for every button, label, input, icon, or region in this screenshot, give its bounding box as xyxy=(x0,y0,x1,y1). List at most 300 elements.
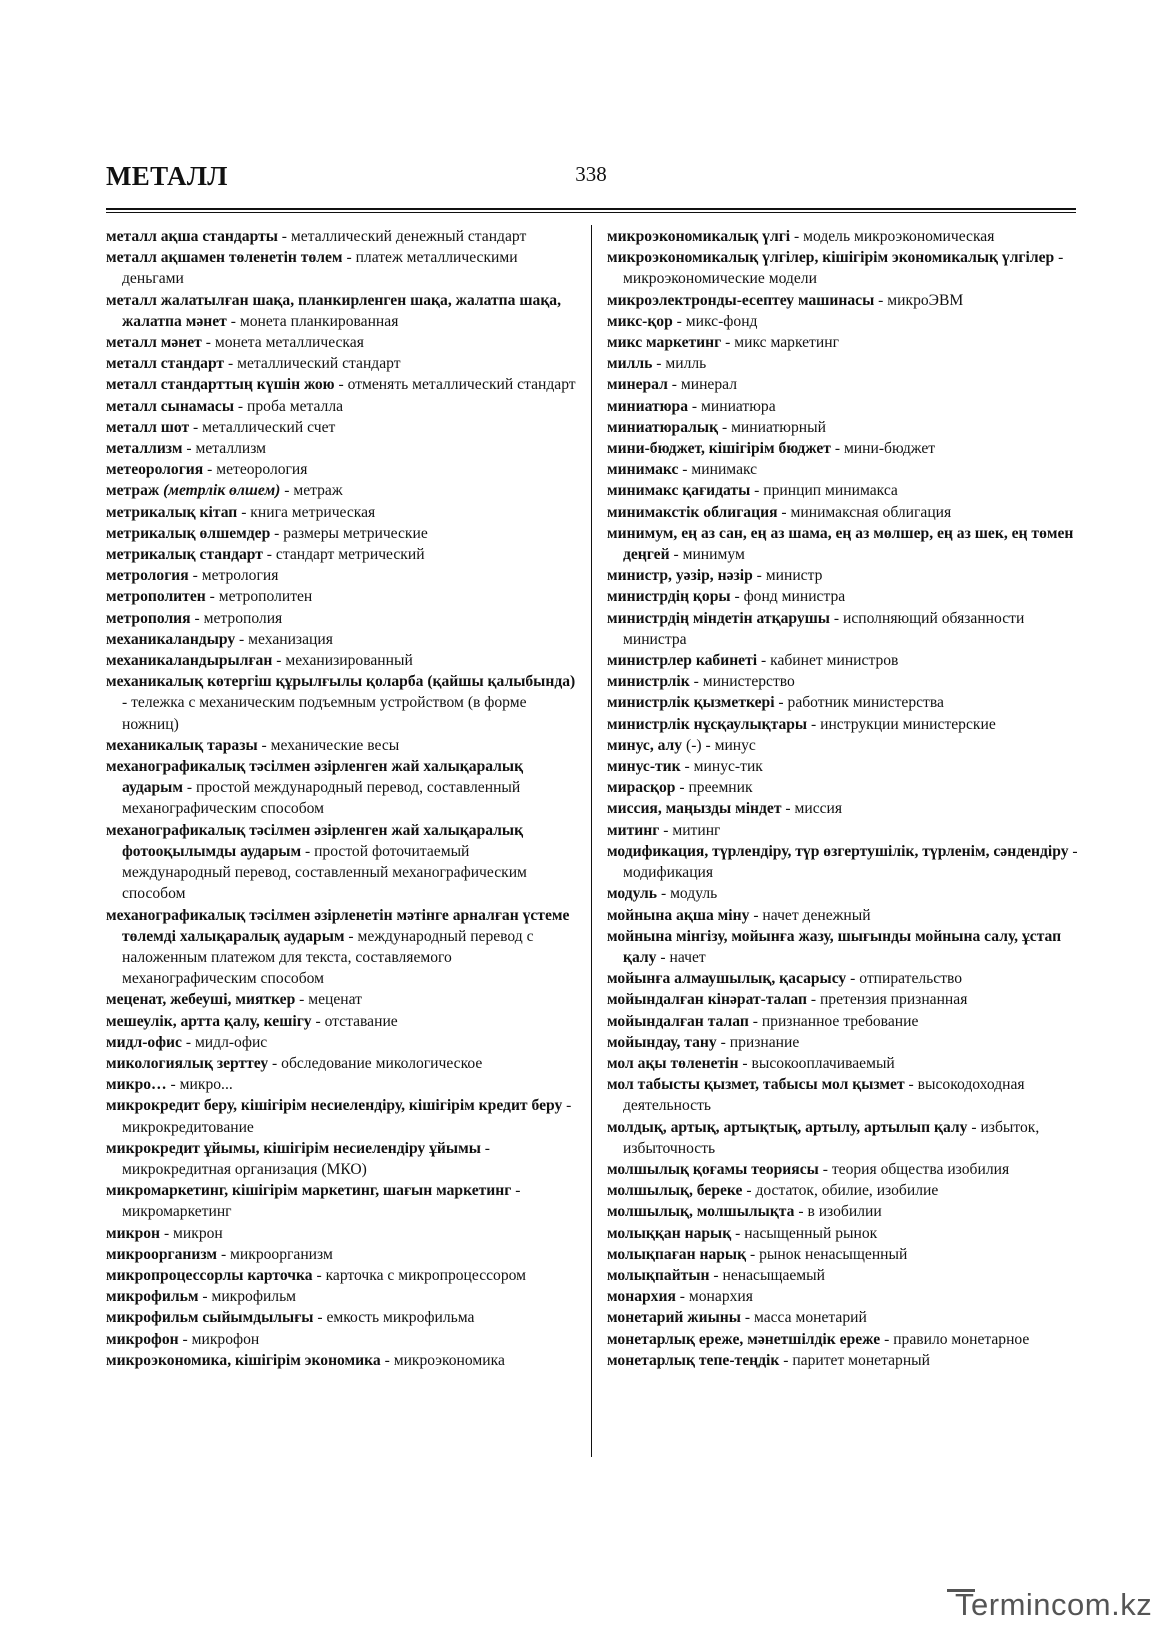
dictionary-entry xyxy=(106,1180,578,1222)
dictionary-entry xyxy=(106,1074,578,1095)
entry-separator: - xyxy=(237,503,251,521)
dictionary-entry xyxy=(607,926,1079,968)
dictionary-entry xyxy=(106,608,578,629)
dictionary-entry xyxy=(607,841,1079,883)
dictionary-entry xyxy=(607,480,1079,501)
entry-definition: тележка с механическим подъемным устройством (в форме ножниц) xyxy=(122,694,527,733)
dictionary-entry xyxy=(607,735,1079,756)
dictionary-entry xyxy=(607,332,1079,353)
entry-separator: - xyxy=(182,440,196,458)
entry-definition: паритет монетарный xyxy=(792,1351,930,1369)
dictionary-entry xyxy=(106,1095,578,1137)
dictionary-entry xyxy=(607,226,1079,247)
entry-term: молшылық қоғамы теориясы xyxy=(607,1160,819,1178)
entry-definition: фонд министра xyxy=(743,588,846,606)
entry-term: миниатюра xyxy=(607,397,689,415)
entry-definition: модуль xyxy=(670,885,718,903)
entry-separator: - xyxy=(226,312,240,330)
dictionary-entry xyxy=(106,565,578,586)
entry-term: министрлік қызметкері xyxy=(607,694,775,712)
entry-term: миссия, маңызды міндет xyxy=(607,800,782,818)
entry-term: механикаландыру xyxy=(106,630,236,648)
entry-separator: - xyxy=(334,376,348,394)
entry-definition: высокооплачиваемый xyxy=(751,1054,895,1072)
entry-definition: микромаркетинг xyxy=(122,1203,232,1221)
entry-separator: - xyxy=(740,1309,754,1327)
entry-term: меценат, жебеуші, мияткер xyxy=(106,991,296,1009)
entry-separator: - xyxy=(752,567,766,585)
entry-term: металл стандарт xyxy=(106,355,225,373)
entry-definition: минимакс xyxy=(691,461,758,479)
entry-separator: - xyxy=(880,1330,894,1348)
entry-separator: - xyxy=(234,397,248,415)
dictionary-entry xyxy=(607,1053,1079,1074)
dictionary-entry xyxy=(607,820,1079,841)
dictionary-entry xyxy=(607,1350,1079,1371)
dictionary-entry xyxy=(607,586,1079,607)
entry-definition: отменять металлический стандарт xyxy=(347,376,576,394)
entry-separator: - xyxy=(313,1309,327,1327)
entry-definition: милль xyxy=(665,355,707,373)
entry-separator: - xyxy=(181,1033,195,1051)
entry-definition: микрофон xyxy=(191,1330,260,1348)
entry-term: мойнына мінгізу, мойынға жазу, шығынды мойнына салу, ұстап қалу xyxy=(607,927,1062,966)
entry-separator: - xyxy=(257,736,271,754)
entry-definition: избыток, избыточность xyxy=(623,1118,1040,1157)
entry-definition: микрокредитная организация (МКО) xyxy=(122,1160,367,1178)
dictionary-entry xyxy=(607,1265,1079,1286)
entry-definition: международный перевод с наложенным платежом для текста, составляемого механографическим способом xyxy=(122,927,534,988)
dictionary-entry xyxy=(607,459,1079,480)
entry-definition: претензия признанная xyxy=(819,991,968,1009)
entry-separator: - xyxy=(562,1097,572,1115)
entry-term: мол табысты қызмет, табысы мол қызмет xyxy=(607,1076,905,1094)
page-number: 338 xyxy=(575,162,607,186)
entry-definition: мини-бюджет xyxy=(843,440,936,458)
entry-term: мойындалған кінәрат-талап xyxy=(607,991,807,1009)
entry-definition: металлический стандарт xyxy=(237,355,401,373)
dictionary-entry xyxy=(106,332,578,353)
entry-separator: - xyxy=(122,694,132,712)
entry-separator: - xyxy=(669,546,683,564)
entry-separator: - xyxy=(757,652,771,670)
entry-term: металл ақшамен төленетін төлем xyxy=(106,249,343,267)
entry-separator: - xyxy=(166,1076,180,1094)
entry-separator: - xyxy=(709,1266,723,1284)
entry-definition: метеорология xyxy=(216,461,308,479)
entry-definition: минус-тик xyxy=(693,758,763,776)
entry-term: министрдің қоры xyxy=(607,588,731,606)
entry-term: мол ақы төленетін xyxy=(607,1054,739,1072)
entry-term: механикалық таразы xyxy=(106,736,258,754)
entry-term: механографикалық тәсілмен әзірленген жай халықаралық аударым xyxy=(106,758,524,797)
entry-term: минимакс xyxy=(607,461,679,479)
dictionary-entry xyxy=(607,1011,1079,1032)
entry-term: министр, уәзір, нәзір xyxy=(607,567,753,585)
entry-separator: - xyxy=(270,524,284,542)
entry-term: монархия xyxy=(607,1288,676,1306)
entry-term: микологиялық зерттеу xyxy=(106,1054,269,1072)
entry-separator: - xyxy=(657,885,671,903)
entry-term: металл жалатылған шақа, планкирленген шақа, жалатпа шақа, жалатпа мәнет xyxy=(106,291,561,330)
entry-separator: - xyxy=(277,228,291,245)
entry-definition: отпирательство xyxy=(859,970,963,988)
dictionary-entry xyxy=(106,1032,578,1053)
entry-definition: модификация xyxy=(623,864,714,882)
entry-definition: правило монетарное xyxy=(893,1330,1030,1348)
entry-definition: мидл-офис xyxy=(194,1033,268,1051)
entry-separator: - xyxy=(160,1224,174,1242)
entry-term: микс-қор xyxy=(607,312,673,330)
entry-definition: монета металлическая xyxy=(214,334,364,352)
entry-separator: - xyxy=(311,1012,325,1030)
dictionary-entry xyxy=(607,417,1079,438)
entry-definition: микроэкономические модели xyxy=(623,270,817,288)
entry-definition: миниатюра xyxy=(701,397,776,415)
entry-separator: - xyxy=(846,970,860,988)
entry-definition: простой фоточитаемый международный перевод, составленный механографическим способом xyxy=(122,842,527,903)
entry-term: микрофон xyxy=(106,1330,179,1348)
entry-definition: модель микроэкономическая xyxy=(803,228,995,245)
entry-term: метрология xyxy=(106,567,189,585)
dictionary-entry xyxy=(607,968,1079,989)
dictionary-entry xyxy=(106,629,578,650)
dictionary-entry xyxy=(106,820,578,905)
dictionary-entry xyxy=(106,735,578,756)
entry-term: мойынға алмаушылық, қасарысу xyxy=(607,970,847,988)
dictionary-entry xyxy=(106,1350,578,1371)
entry-term: мидл-офис xyxy=(106,1033,182,1051)
entry-definition: министерство xyxy=(702,673,795,691)
entry-definition: масса монетарий xyxy=(753,1309,867,1327)
entry-term: метрикалық өлшемдер xyxy=(106,524,271,542)
entry-separator: - xyxy=(1054,249,1064,267)
entry-term: молыққан нарық xyxy=(607,1224,732,1242)
entry-separator: - xyxy=(749,906,763,924)
dictionary-entry xyxy=(106,247,578,289)
dictionary-entry xyxy=(607,1329,1079,1350)
dictionary-entry xyxy=(106,459,578,480)
entry-separator: - xyxy=(730,588,744,606)
entry-term: микро… xyxy=(106,1076,167,1094)
entry-definition: микроорганизм xyxy=(230,1245,333,1263)
right-column xyxy=(607,226,1079,1371)
entry-separator: - xyxy=(342,249,356,267)
entry-definition: начет денежный xyxy=(762,906,871,924)
entry-definition: миниатюрный xyxy=(731,418,826,436)
entry-definition: емкость микрофильма xyxy=(326,1309,475,1327)
entry-term: мойнына ақша міну xyxy=(607,906,750,924)
entry-separator: - xyxy=(748,1012,762,1030)
entry-term: металл сынамасы xyxy=(106,397,235,415)
dictionary-entry xyxy=(106,374,578,395)
entry-term: микс маркетинг xyxy=(607,334,722,352)
entry-term: металл ақша стандарты xyxy=(106,228,278,245)
dictionary-entry xyxy=(106,1244,578,1265)
entry-separator: - xyxy=(189,418,203,436)
entry-separator: - xyxy=(344,927,358,945)
running-head: МЕТАЛЛ xyxy=(106,161,228,191)
entry-term: микроэкономикалық үлгілер, кішігірім экономикалық үлгілер xyxy=(607,249,1055,267)
entry-separator: - xyxy=(742,1182,756,1200)
dictionary-entry xyxy=(106,1138,578,1180)
entry-definition: метраж xyxy=(293,482,343,500)
entry-definition: минерал xyxy=(680,376,737,394)
entry-definition: микро... xyxy=(179,1076,233,1094)
entry-separator: - xyxy=(205,588,219,606)
dictionary-entry xyxy=(106,1286,578,1307)
entry-separator: - xyxy=(731,1224,745,1242)
entry-definition: металлизм xyxy=(195,440,267,458)
dictionary-entry xyxy=(607,523,1079,565)
entry-separator: - xyxy=(874,291,888,309)
entry-definition: микрон xyxy=(173,1224,223,1242)
entry-separator: - xyxy=(680,758,694,776)
dictionary-entry xyxy=(106,417,578,438)
dictionary-entry xyxy=(106,396,578,417)
entry-term: молықпайтын xyxy=(607,1266,710,1284)
dictionary-entry xyxy=(106,1307,578,1328)
entry-term: молшылық, береке xyxy=(607,1182,743,1200)
dictionary-entry xyxy=(607,1244,1079,1265)
entry-term: модуль xyxy=(607,885,658,903)
dictionary-entry xyxy=(106,544,578,565)
entry-definition: инструкции министерские xyxy=(820,715,996,733)
entry-separator: - xyxy=(829,609,843,627)
dictionary-entry xyxy=(106,671,578,735)
entry-definition: микрокредитование xyxy=(122,1118,254,1136)
dictionary-entry xyxy=(106,290,578,332)
entry-definition: преемник xyxy=(688,779,753,797)
entry-definition: миссия xyxy=(794,800,843,818)
dictionary-entry xyxy=(607,905,1079,926)
dictionary-entry xyxy=(106,502,578,523)
dictionary-entry xyxy=(607,989,1079,1010)
entry-separator: - xyxy=(198,1288,212,1306)
entry-definition: микс-фонд xyxy=(685,312,758,330)
entry-definition: в изобилии xyxy=(807,1203,882,1221)
entry-definition: митинг xyxy=(672,821,721,839)
entry-separator: - xyxy=(688,397,702,415)
entry-definition: микроэкономика xyxy=(393,1351,505,1369)
dictionary-entry xyxy=(607,1117,1079,1159)
entry-term: митинг xyxy=(607,821,660,839)
entry-term: министрдің міндетін атқарушы xyxy=(607,609,830,627)
entry-separator: - xyxy=(675,779,689,797)
entry-definition: минимум xyxy=(682,546,745,564)
entry-term: метеорология xyxy=(106,461,204,479)
entry-definition: метрополия xyxy=(203,609,283,627)
entry-separator: - xyxy=(203,461,217,479)
entry-term: металл шот xyxy=(106,418,190,436)
dictionary-entry xyxy=(607,650,1079,671)
entry-separator: (-) - xyxy=(682,736,715,754)
dictionary-entry xyxy=(607,798,1079,819)
dictionary-entry xyxy=(106,586,578,607)
entry-term: монетарий жиыны xyxy=(607,1309,741,1327)
entry-separator: - xyxy=(272,652,286,670)
entry-definition: исполняющий обязанности министра xyxy=(623,609,1025,648)
entry-definition: микрофильм xyxy=(211,1288,297,1306)
entry-definition: метрополитен xyxy=(218,588,313,606)
entry-term: мирасқор xyxy=(607,779,676,797)
entry-separator: - xyxy=(790,228,804,245)
dictionary-entry xyxy=(607,777,1079,798)
entry-definition: кабинет министров xyxy=(770,652,899,670)
entry-term: минерал xyxy=(607,376,668,394)
entry-term: металл стандарттың күшін жою xyxy=(106,376,335,394)
entry-definition: ненасыщаемый xyxy=(722,1266,825,1284)
dictionary-entry xyxy=(607,1223,1079,1244)
entry-separator: - xyxy=(652,355,666,373)
entry-term: мойындау, тану xyxy=(607,1033,717,1051)
entry-term: микрон xyxy=(106,1224,161,1242)
entry-separator: - xyxy=(480,1139,490,1157)
entry-definition: обследование микологическое xyxy=(281,1054,483,1072)
entry-separator: - xyxy=(818,1160,832,1178)
entry-separator: - xyxy=(188,567,202,585)
dictionary-entry xyxy=(106,226,578,247)
entry-separator: - xyxy=(280,482,294,500)
entry-term: минус, алу xyxy=(607,736,683,754)
entry-separator: - xyxy=(807,715,821,733)
entry-separator: - xyxy=(380,1351,394,1369)
entry-term: металлизм xyxy=(106,440,183,458)
entry-separator: - xyxy=(301,842,315,860)
dictionary-entry xyxy=(607,1074,1079,1116)
entry-separator: - xyxy=(262,546,276,564)
entry-note: (метрлік өлшем) xyxy=(163,482,281,500)
entry-separator: - xyxy=(675,1288,689,1306)
entry-term: минимакс қағидаты xyxy=(607,482,751,500)
header-rule-thin xyxy=(106,212,1076,213)
dictionary-entry xyxy=(607,438,1079,459)
watermark-text: Termincom.kz xyxy=(955,1587,1153,1622)
page-header xyxy=(106,158,1076,208)
entry-definition: книга метрическая xyxy=(250,503,376,521)
entry-separator: - xyxy=(312,1266,326,1284)
entry-term: механикаландырылған xyxy=(106,652,273,670)
entry-definition: признанное требование xyxy=(761,1012,919,1030)
entry-separator: - xyxy=(746,1245,760,1263)
dictionary-entry xyxy=(607,311,1079,332)
entry-separator: - xyxy=(659,821,673,839)
entry-definition: отставание xyxy=(324,1012,398,1030)
dictionary-entry xyxy=(106,989,578,1010)
entry-term: механографикалық тәсілмен әзірленген жай халықаралық фотооқылымды аударым xyxy=(106,821,524,860)
entry-separator: - xyxy=(217,1245,231,1263)
entry-separator: - xyxy=(1068,842,1078,860)
dictionary-entry xyxy=(607,502,1079,523)
dictionary-entry xyxy=(607,290,1079,311)
dictionary-entry xyxy=(607,247,1079,289)
dictionary-entry xyxy=(607,608,1079,650)
dictionary-entry xyxy=(106,480,578,501)
entry-definition: платеж металлическими деньгами xyxy=(122,249,518,288)
entry-term: мешеулік, артта қалу, кешігу xyxy=(106,1012,312,1030)
dictionary-entry xyxy=(106,438,578,459)
entry-term: микрофильм сыйымдылығы xyxy=(106,1309,314,1327)
entry-term: микроэкономика, кішігірім экономика xyxy=(106,1351,381,1369)
dictionary-entry xyxy=(106,1053,578,1074)
entry-separator: - xyxy=(656,948,670,966)
entry-definition: размеры метрические xyxy=(283,524,428,542)
dictionary-entry xyxy=(607,1201,1079,1222)
entry-term: министрлер кабинеті xyxy=(607,652,758,670)
entry-separator: - xyxy=(224,355,238,373)
left-column xyxy=(106,226,578,1371)
entry-separator: - xyxy=(672,312,686,330)
dictionary-entry xyxy=(607,671,1079,692)
entry-separator: - xyxy=(295,991,309,1009)
entry-separator: - xyxy=(716,1033,730,1051)
dictionary-entry xyxy=(607,374,1079,395)
entry-definition: проба металла xyxy=(247,397,344,415)
entry-definition: механизированный xyxy=(285,652,413,670)
entry-definition: минус xyxy=(714,736,756,754)
entry-term: молықпаған нарық xyxy=(607,1245,747,1263)
dictionary-entry xyxy=(607,714,1079,735)
entry-separator: - xyxy=(967,1118,981,1136)
entry-term: миниатюралық xyxy=(607,418,719,436)
entry-separator: - xyxy=(777,503,791,521)
dictionary-entry xyxy=(607,692,1079,713)
entry-definition: металлический денежный стандарт xyxy=(290,228,527,245)
entry-definition: министр xyxy=(765,567,823,585)
entry-separator: - xyxy=(830,440,844,458)
entry-separator: - xyxy=(774,694,788,712)
dictionary-entry xyxy=(607,1307,1079,1328)
entry-definition: рынок ненасыщенный xyxy=(759,1245,908,1263)
entry-definition: микроЭВМ xyxy=(887,291,964,309)
entry-term: молшылық, молшылықта xyxy=(607,1203,795,1221)
entry-term: монетарлық тепе-теңдік xyxy=(607,1351,780,1369)
dictionary-entry xyxy=(607,756,1079,777)
entry-definition: минимаксная облигация xyxy=(790,503,952,521)
entry-separator: - xyxy=(190,609,204,627)
entry-separator: - xyxy=(667,376,681,394)
entry-separator: - xyxy=(738,1054,752,1072)
dictionary-entry xyxy=(106,1223,578,1244)
entry-definition: высокодоходная деятельность xyxy=(623,1076,1025,1115)
dictionary-entry xyxy=(607,353,1079,374)
dictionary-entry xyxy=(106,756,578,820)
entry-definition: меценат xyxy=(308,991,362,1009)
entry-definition: карточка с микропроцессором xyxy=(325,1266,527,1284)
entry-separator: - xyxy=(781,800,795,818)
entry-term: микромаркетинг, кішігірім маркетинг, шағын маркетинг xyxy=(106,1182,512,1200)
entry-definition: механизация xyxy=(248,630,333,648)
dictionary-entry xyxy=(106,650,578,671)
entry-separator: - xyxy=(235,630,249,648)
entry-term: мини-бюджет, кішігірім бюджет xyxy=(607,440,831,458)
entry-term: микрокредит ұйымы, кішігірім несиелендіру ұйымы xyxy=(106,1139,481,1157)
entry-term: минус-тик xyxy=(607,758,681,776)
entry-term: микроэлектронды-есептеу машинасы xyxy=(607,291,875,309)
entry-separator: - xyxy=(201,334,215,352)
entry-separator: - xyxy=(678,461,692,479)
entry-definition: работник министерства xyxy=(787,694,944,712)
entry-separator: - xyxy=(721,334,735,352)
entry-definition: принцип минимакса xyxy=(763,482,898,500)
entry-term: механографикалық тәсілмен әзірленетін мәтінге арналған үстеме төлемді халықаралық аударым xyxy=(106,906,570,945)
entry-definition: признание xyxy=(729,1033,800,1051)
entry-term: микропроцессорлы карточка xyxy=(106,1266,313,1284)
entry-term: минимум, ең аз сан, ең аз шама, ең аз мөлшер, ең аз шек, ең төмен деңгей xyxy=(607,524,1074,564)
entry-separator: - xyxy=(268,1054,282,1072)
entry-term: модификация, түрлендіру, түр өзгертушілік, түрленім, сәндендіру xyxy=(607,842,1069,860)
entry-term: металл мәнет xyxy=(106,334,202,352)
